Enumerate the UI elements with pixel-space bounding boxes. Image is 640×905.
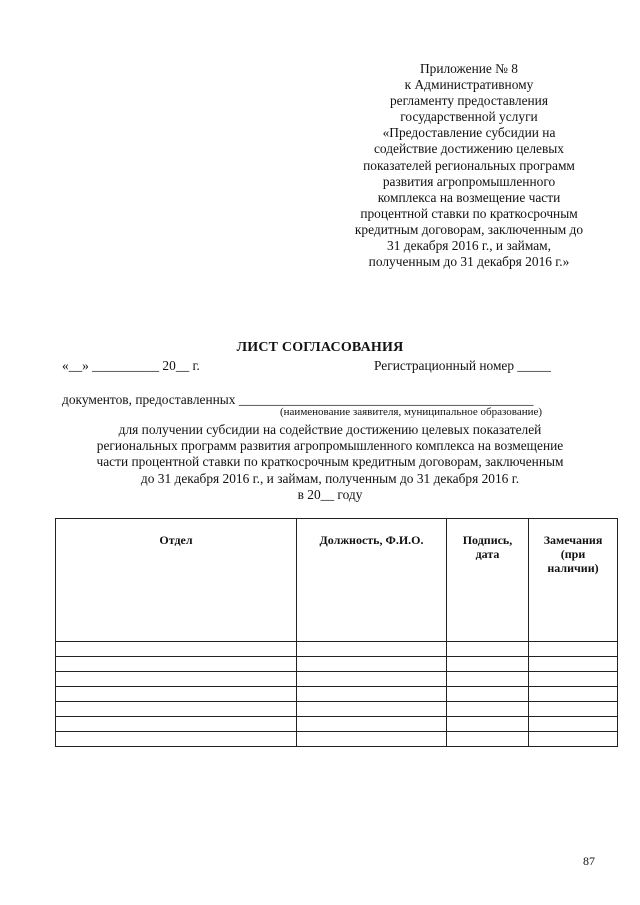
table-cell bbox=[297, 657, 447, 672]
purpose-line: региональных программ развития агропромышленного комплекса на возмещение bbox=[96, 438, 564, 454]
header-remarks: Замечания (при наличии) bbox=[529, 519, 618, 642]
purpose-text bbox=[40, 422, 620, 503]
table-cell bbox=[529, 732, 618, 747]
appendix-line: 31 декабря 2016 г., и займам, bbox=[387, 238, 551, 254]
appendix-line: полученным до 31 декабря 2016 г.» bbox=[368, 254, 570, 270]
table-cell bbox=[447, 702, 529, 717]
appendix-heading bbox=[322, 61, 616, 270]
table-cell bbox=[529, 657, 618, 672]
table-row bbox=[56, 642, 618, 657]
table-cell bbox=[529, 702, 618, 717]
table-cell bbox=[529, 672, 618, 687]
table-cell bbox=[297, 687, 447, 702]
purpose-line: части процентной ставки по краткосрочным кредитным договорам, заключенным bbox=[96, 454, 564, 470]
appendix-line: содействие достижению целевых bbox=[373, 141, 564, 157]
appendix-line: регламенту предоставления bbox=[389, 93, 548, 109]
appendix-line: развития агропромышленного bbox=[382, 173, 556, 189]
header-department: Отдел bbox=[56, 519, 297, 642]
table-cell bbox=[447, 687, 529, 702]
table-cell bbox=[56, 732, 297, 747]
page-number: 87 bbox=[583, 854, 595, 868]
table-cell bbox=[56, 717, 297, 732]
table-row bbox=[56, 672, 618, 687]
appendix-line: показателей региональных программ bbox=[363, 157, 575, 173]
table-cell bbox=[56, 702, 297, 717]
appendix-line: к Административному bbox=[404, 77, 534, 93]
table-header-row bbox=[56, 519, 618, 642]
document-title: ЛИСТ СОГЛАСОВАНИЯ bbox=[236, 340, 404, 355]
appendix-line: государственной услуги bbox=[400, 109, 538, 125]
appendix-line: процентной ставки по краткосрочным bbox=[360, 205, 578, 221]
table-cell bbox=[56, 657, 297, 672]
table-row bbox=[56, 687, 618, 702]
table-cell bbox=[56, 672, 297, 687]
documents-line: документов, предоставленных ____________________________________________ bbox=[62, 392, 534, 407]
table-cell bbox=[297, 702, 447, 717]
table-row bbox=[56, 657, 618, 672]
appendix-line: «Предоставление субсидии на bbox=[382, 125, 556, 141]
applicant-caption: (наименование заявителя, муниципальное образование) bbox=[280, 406, 543, 418]
table-cell bbox=[56, 687, 297, 702]
date-line: «__» __________ 20__ г. bbox=[62, 358, 200, 373]
appendix-line: комплекса на возмещение части bbox=[377, 189, 561, 205]
appendix-line: Приложение № 8 bbox=[419, 61, 519, 76]
purpose-line: для получении субсидии на содействие достижению целевых показателей bbox=[118, 422, 542, 437]
purpose-line: в 20__ году bbox=[297, 486, 363, 502]
table-cell bbox=[529, 687, 618, 702]
table-cell bbox=[56, 642, 297, 657]
table-cell bbox=[447, 642, 529, 657]
appendix-line: кредитным договорам, заключенным до bbox=[354, 221, 584, 237]
approval-table bbox=[55, 518, 618, 747]
header-signature-date: Подпись, дата bbox=[447, 519, 529, 642]
registration-number: Регистрационный номер _____ bbox=[374, 358, 551, 373]
purpose-line: до 31 декабря 2016 г., и займам, полученным до 31 декабря 2016 г. bbox=[140, 470, 520, 486]
table-cell bbox=[297, 642, 447, 657]
table-cell bbox=[529, 642, 618, 657]
table-cell bbox=[447, 672, 529, 687]
table-cell bbox=[447, 732, 529, 747]
table-cell bbox=[297, 672, 447, 687]
table-cell bbox=[447, 657, 529, 672]
table-cell bbox=[297, 717, 447, 732]
table-row bbox=[56, 732, 618, 747]
table-cell bbox=[529, 717, 618, 732]
table-cell bbox=[297, 732, 447, 747]
table-row bbox=[56, 702, 618, 717]
table-cell bbox=[447, 717, 529, 732]
table-row bbox=[56, 717, 618, 732]
header-position-name: Должность, Ф.И.О. bbox=[297, 519, 447, 642]
